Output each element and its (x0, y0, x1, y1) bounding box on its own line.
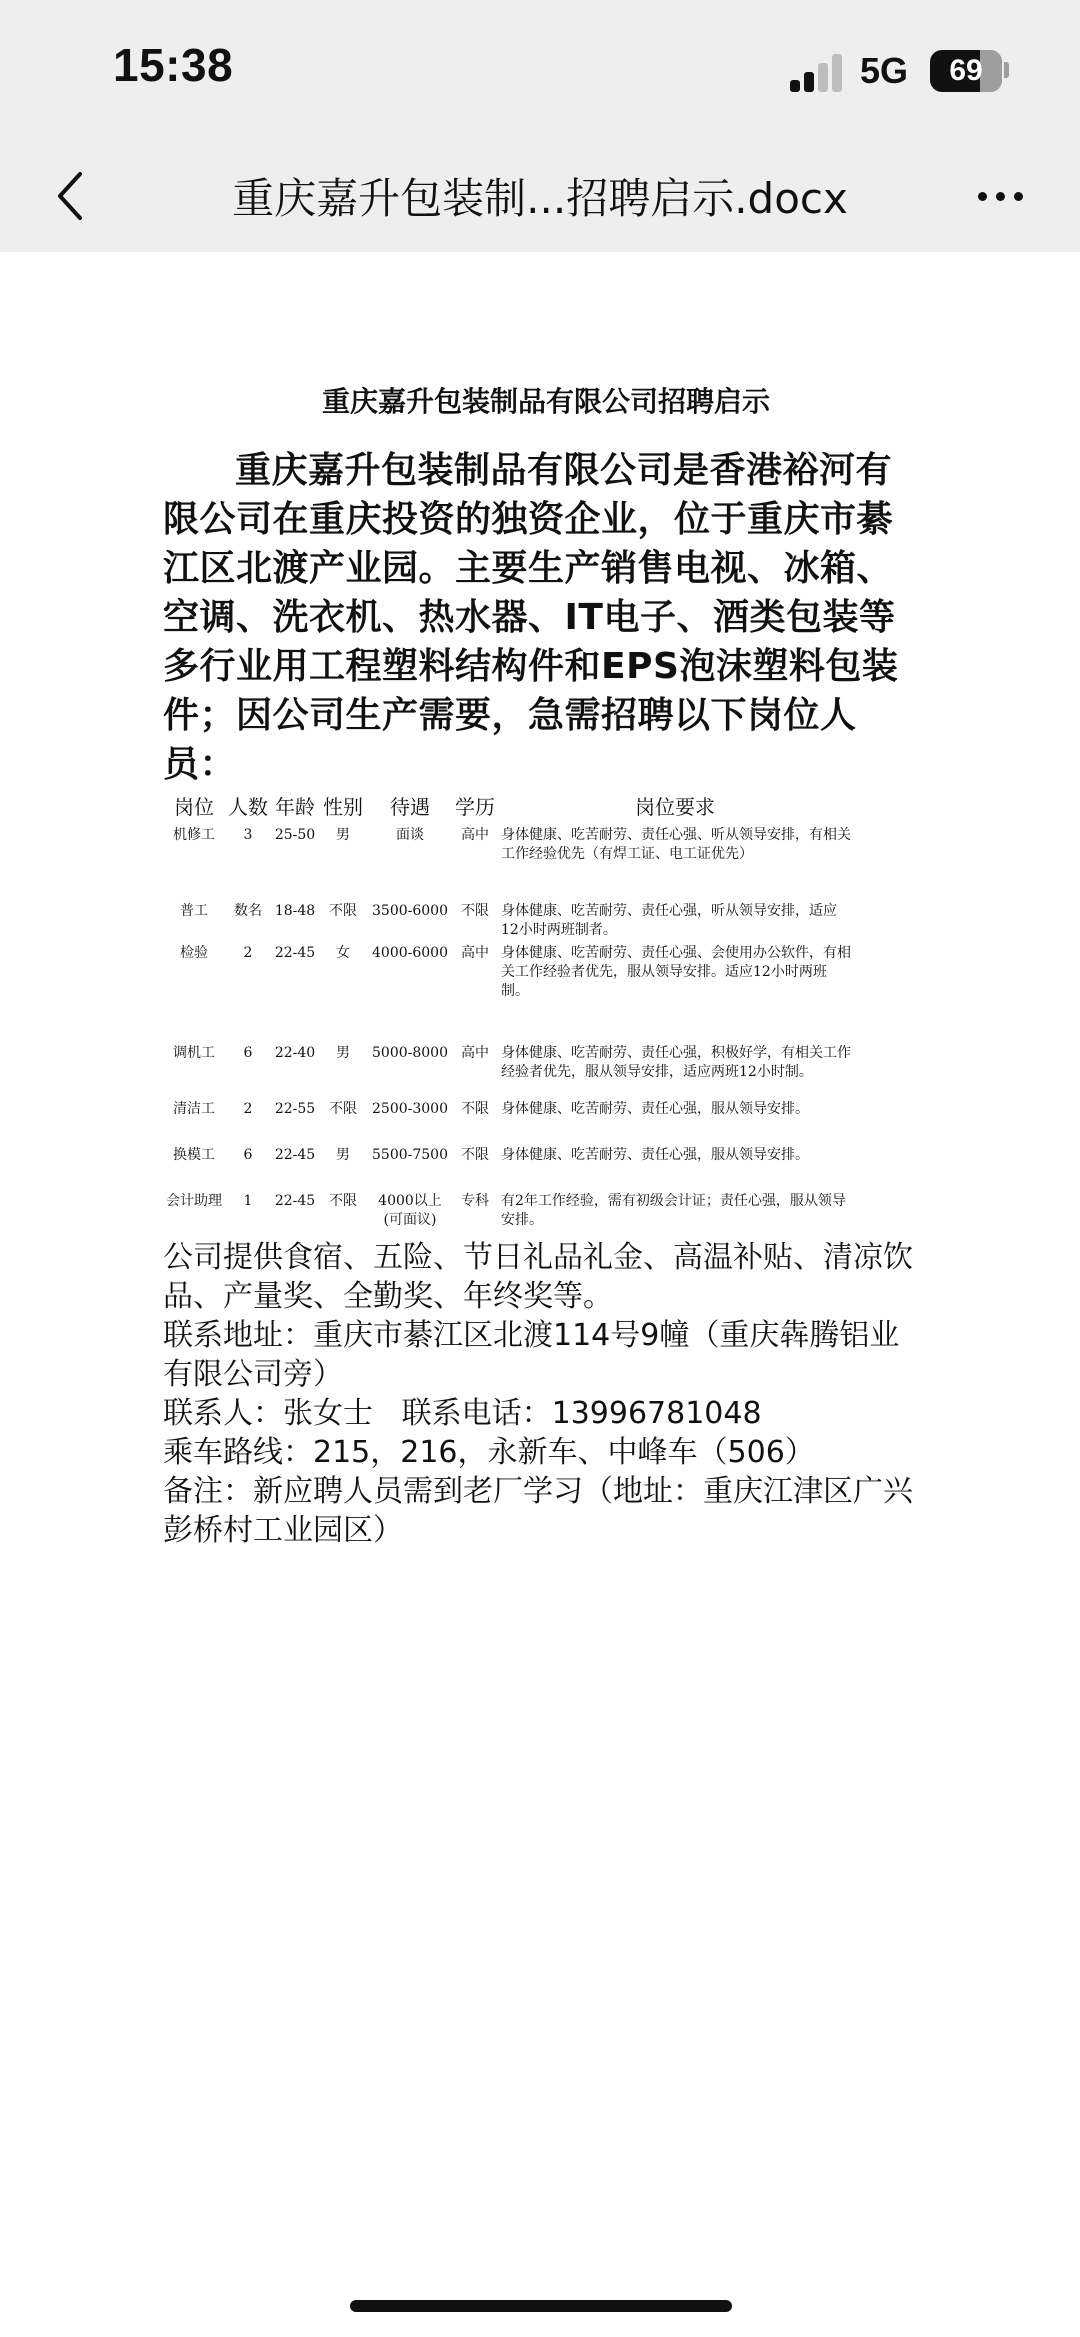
cellular-signal-icon (790, 52, 846, 92)
contact-address: 联系地址：重庆市綦江区北渡114号9幢（重庆犇腾铝业有限公司旁） (163, 1318, 900, 1392)
battery-level: 69 (949, 54, 983, 87)
cell-position: 清洁工 (173, 1101, 215, 1117)
cell-count: 2 (243, 1101, 253, 1117)
cell-pay (367, 826, 453, 902)
cell-position: 调机工 (173, 1045, 215, 1061)
more-options-button[interactable] (965, 170, 1035, 222)
contact-person-phone: 联系人：张女士 联系电话：13996781048 (163, 1396, 762, 1431)
cell-age: 22-40 (274, 1045, 316, 1061)
table-row (163, 1146, 853, 1192)
header-gender: 性别 (323, 795, 363, 819)
more-dot-icon (996, 192, 1005, 201)
cell-pay (367, 1044, 453, 1100)
cell-age: 22-45 (274, 1193, 316, 1209)
company-intro: 重庆嘉升包装制品有限公司是香港裕河有限公司在重庆投资的独资企业，位于重庆市綦江区北渡产业园。主要生产销售电视、冰箱、空调、洗衣机、热水器、IT电子、酒类包装等多行业用工程塑料结构件和EPS泡沫塑料包装件；因公司生产需要，急需招聘以下岗位人员： (163, 450, 899, 785)
benefits-text: 公司提供食宿、五险、节日礼品礼金、高温补贴、清凉饮品、产量奖、全勤奖、年终奖等。 (163, 1240, 913, 1314)
chevron-left-icon (56, 171, 84, 221)
cell-education: 高中 (461, 827, 489, 843)
document-heading: 重庆嘉升包装制品有限公司招聘启示 (321, 385, 770, 418)
cell-pay (367, 902, 453, 944)
cell-education: 不限 (461, 1147, 489, 1163)
cell-age: 25-50 (274, 827, 316, 843)
more-dot-icon (1014, 192, 1023, 201)
pay-value: 4000以上 (378, 1193, 442, 1209)
cell-requirements: 身体健康、吃苦耐劳、责任心强，服从领导安排。 (501, 1101, 809, 1117)
cell-position: 普工 (180, 903, 208, 919)
table-row (163, 1192, 853, 1234)
cell-gender: 不限 (329, 1101, 357, 1117)
cell-education: 不限 (461, 903, 489, 919)
header-pay: 待遇 (390, 795, 430, 819)
cell-position: 会计助理 (166, 1193, 222, 1209)
cell-position: 换模工 (173, 1147, 215, 1163)
cell-count: 1 (243, 1193, 253, 1209)
table-row (163, 1100, 853, 1146)
cell-education: 不限 (461, 1101, 489, 1117)
cell-age: 18-48 (274, 903, 316, 919)
cell-pay (367, 1192, 453, 1234)
pay-value: 5000-8000 (372, 1045, 448, 1061)
battery-tip-icon (1004, 62, 1009, 78)
table-row (163, 902, 853, 944)
cell-count: 6 (243, 1045, 253, 1061)
status-bar (0, 0, 1080, 140)
header-count: 人数 (228, 795, 268, 819)
cell-requirements: 身体健康、吃苦耐劳、责任心强，积极好学，有相关工作经验者优先，服从领导安排，适应两班12小时制。 (501, 1045, 851, 1080)
cell-education: 高中 (461, 1045, 489, 1061)
table-row (163, 944, 853, 1044)
pay-note: (可面议) (383, 1212, 437, 1228)
back-button[interactable] (40, 164, 100, 228)
pay-value: 5500-7500 (372, 1147, 448, 1163)
cell-pay (367, 1100, 453, 1146)
job-table-header (163, 789, 853, 826)
nav-bar (0, 140, 1080, 252)
pay-value: 面谈 (396, 827, 424, 843)
table-row (163, 1044, 853, 1100)
cell-requirements: 身体健康、吃苦耐劳、责任心强，服从领导安排。 (501, 1147, 809, 1163)
battery-icon (930, 50, 1002, 92)
pay-value: 3500-6000 (372, 903, 448, 919)
network-type: 5G (860, 50, 909, 91)
header-position: 岗位 (174, 795, 214, 819)
cell-age: 22-45 (274, 1147, 316, 1163)
cell-requirements: 有2年工作经验，需有初级会计证；责任心强，服从领导安排。 (501, 1193, 846, 1228)
header-education: 学历 (455, 795, 495, 819)
cell-gender: 女 (336, 945, 350, 961)
cell-pay (367, 1146, 453, 1192)
cell-age: 22-55 (274, 1101, 316, 1117)
cell-education: 高中 (461, 945, 489, 961)
pay-value: 4000-6000 (372, 945, 448, 961)
cell-age: 22-45 (274, 945, 316, 961)
cell-pay (367, 944, 453, 1044)
cell-count: 3 (243, 827, 253, 843)
table-row (163, 826, 853, 902)
clock-time: 15:38 (113, 39, 234, 91)
remark-note: 备注：新应聘人员需到老厂学习（地址：重庆江津区广兴彭桥村工业园区） (163, 1474, 913, 1548)
document-page[interactable] (163, 380, 919, 1550)
cell-count: 2 (243, 945, 253, 961)
pay-value: 2500-3000 (372, 1101, 448, 1117)
header-requirements: 岗位要求 (635, 795, 715, 819)
bus-route: 乘车路线：215，216，永新车、中峰车（506） (163, 1435, 815, 1470)
cell-count: 6 (243, 1147, 253, 1163)
cell-gender: 不限 (329, 903, 357, 919)
cell-gender: 男 (336, 1045, 350, 1061)
more-dot-icon (978, 192, 987, 201)
cell-gender: 不限 (329, 1193, 357, 1209)
cell-gender: 男 (336, 827, 350, 843)
header-age: 年龄 (275, 795, 315, 819)
cell-count: 数名 (234, 903, 262, 919)
cell-requirements: 身体健康、吃苦耐劳、责任心强，听从领导安排，适应12小时两班制者。 (501, 903, 837, 938)
cell-position: 机修工 (173, 827, 215, 843)
home-indicator[interactable] (350, 2300, 732, 2312)
job-table (163, 789, 853, 1234)
cell-gender: 男 (336, 1147, 350, 1163)
cell-position: 检验 (180, 945, 208, 961)
cell-requirements: 身体健康、吃苦耐劳、责任心强、听从领导安排，有相关工作经验优先（有焊工证、电工证优先） (501, 827, 851, 862)
document-title: 重庆嘉升包装制...招聘启示.docx (232, 174, 848, 223)
cell-education: 专科 (461, 1193, 489, 1209)
cell-requirements: 身体健康、吃苦耐劳、责任心强、会使用办公软件，有相关工作经验者优先，服从领导安排。适应12小时两班制。 (501, 945, 851, 999)
